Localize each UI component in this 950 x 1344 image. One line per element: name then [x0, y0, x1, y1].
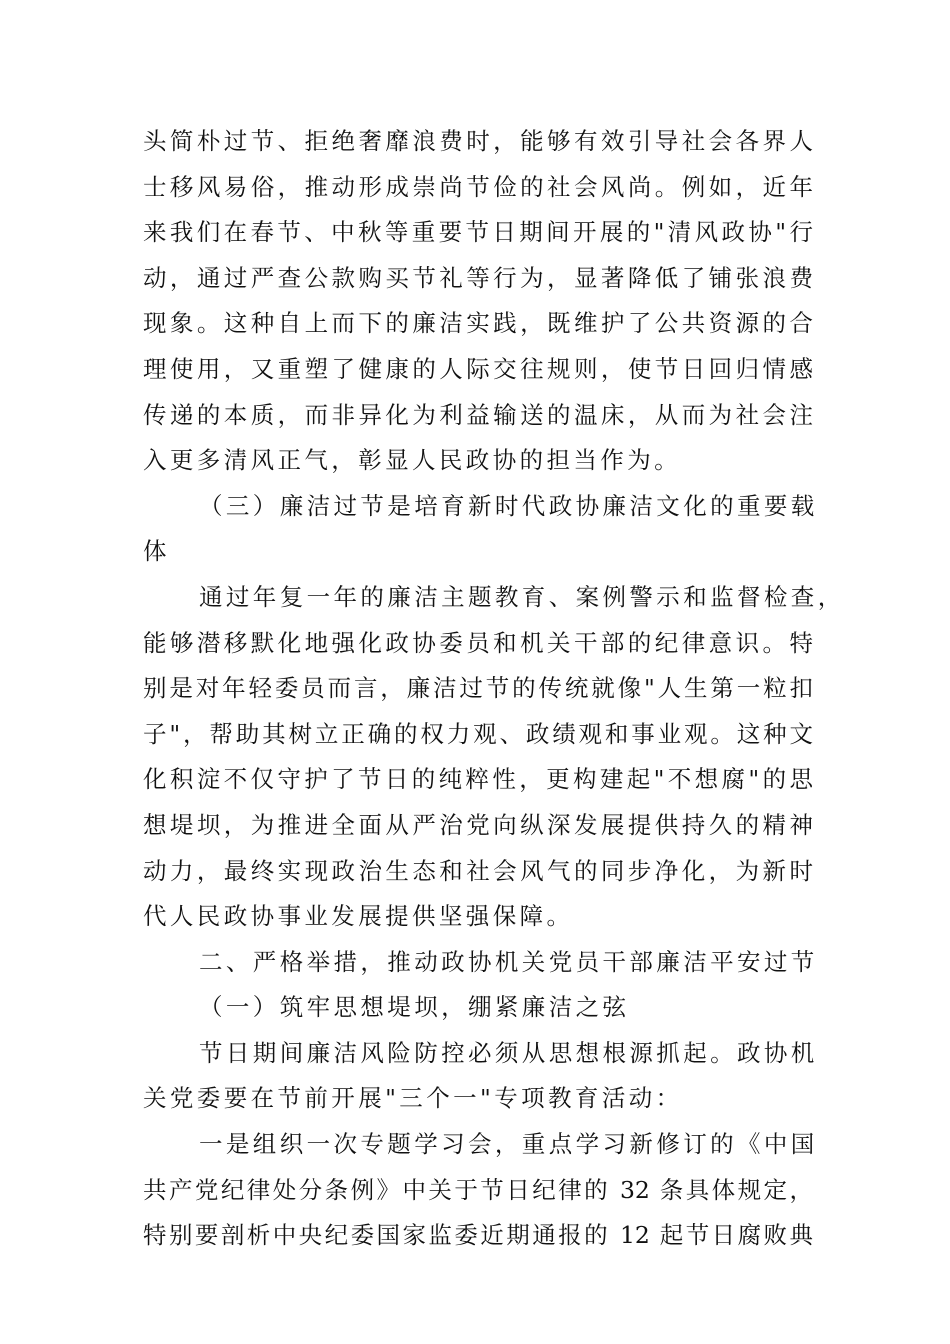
body-line: 节日期间廉洁风险防控必须从思想根源抓起。政协机	[199, 1038, 818, 1067]
body-line: 士移风易俗，推动形成崇尚节俭的社会风尚。例如，近年	[143, 172, 813, 201]
document-body	[143, 119, 845, 1259]
body-line: 子"，帮助其树立正确的权力观、政绩观和事业观。这种文	[143, 719, 813, 748]
body-line: 共产党纪律处分条例》中关于节日纪律的 32 条具体规定，	[143, 1175, 813, 1204]
body-line: 来我们在春节、中秋等重要节日期间开展的"清风政协"行	[143, 218, 813, 247]
body-line: 能够潜移默化地强化政协委员和机关干部的纪律意识。特	[143, 628, 813, 657]
body-line: 现象。这种自上而下的廉洁实践，既维护了公共资源的合	[143, 309, 813, 338]
body-line: 动力，最终实现政治生态和社会风气的同步净化，为新时	[143, 856, 813, 885]
body-line: 头简朴过节、拒绝奢靡浪费时，能够有效引导社会各界人	[143, 127, 813, 155]
section-heading-3: （三）廉洁过节是培育新时代政协廉洁文化的重要载	[199, 491, 818, 520]
body-line: 化积淀不仅守护了节日的纯粹性，更构建起"不想腐"的思	[143, 765, 813, 794]
section-heading-3-continued: 体	[143, 537, 170, 566]
body-line: 关党委要在节前开展"三个一"专项教育活动：	[143, 1084, 683, 1113]
body-line: 想堤坝，为推进全面从严治党向纵深发展提供持久的精神	[143, 810, 813, 839]
body-line: 特别要剖析中央纪委国家监委近期通报的 12 起节日腐败典	[143, 1221, 813, 1250]
body-line: 通过年复一年的廉洁主题教育、案例警示和监督检查，	[199, 582, 845, 611]
subsection-heading-1: （一）筑牢思想堤坝，绷紧廉洁之弦	[199, 993, 630, 1022]
body-line: 入更多清风正气，彰显人民政协的担当作为。	[143, 446, 681, 475]
body-line: 代人民政协事业发展提供坚强保障。	[143, 902, 574, 931]
body-line: 别是对年轻委员而言，廉洁过节的传统就像"人生第一粒扣	[143, 674, 813, 703]
body-line: 动，通过严查公款购买节礼等行为，显著降低了铺张浪费	[143, 263, 813, 292]
section-heading-2: 二、严格举措，推动政协机关党员干部廉洁平安过节	[199, 947, 818, 976]
body-line: 传递的本质，而非异化为利益输送的温床，从而为社会注	[143, 400, 813, 429]
body-line: 理使用，又重塑了健康的人际交往规则，使节日回归情感	[143, 354, 813, 383]
body-line: 一是组织一次专题学习会，重点学习新修订的《中国	[199, 1130, 818, 1159]
